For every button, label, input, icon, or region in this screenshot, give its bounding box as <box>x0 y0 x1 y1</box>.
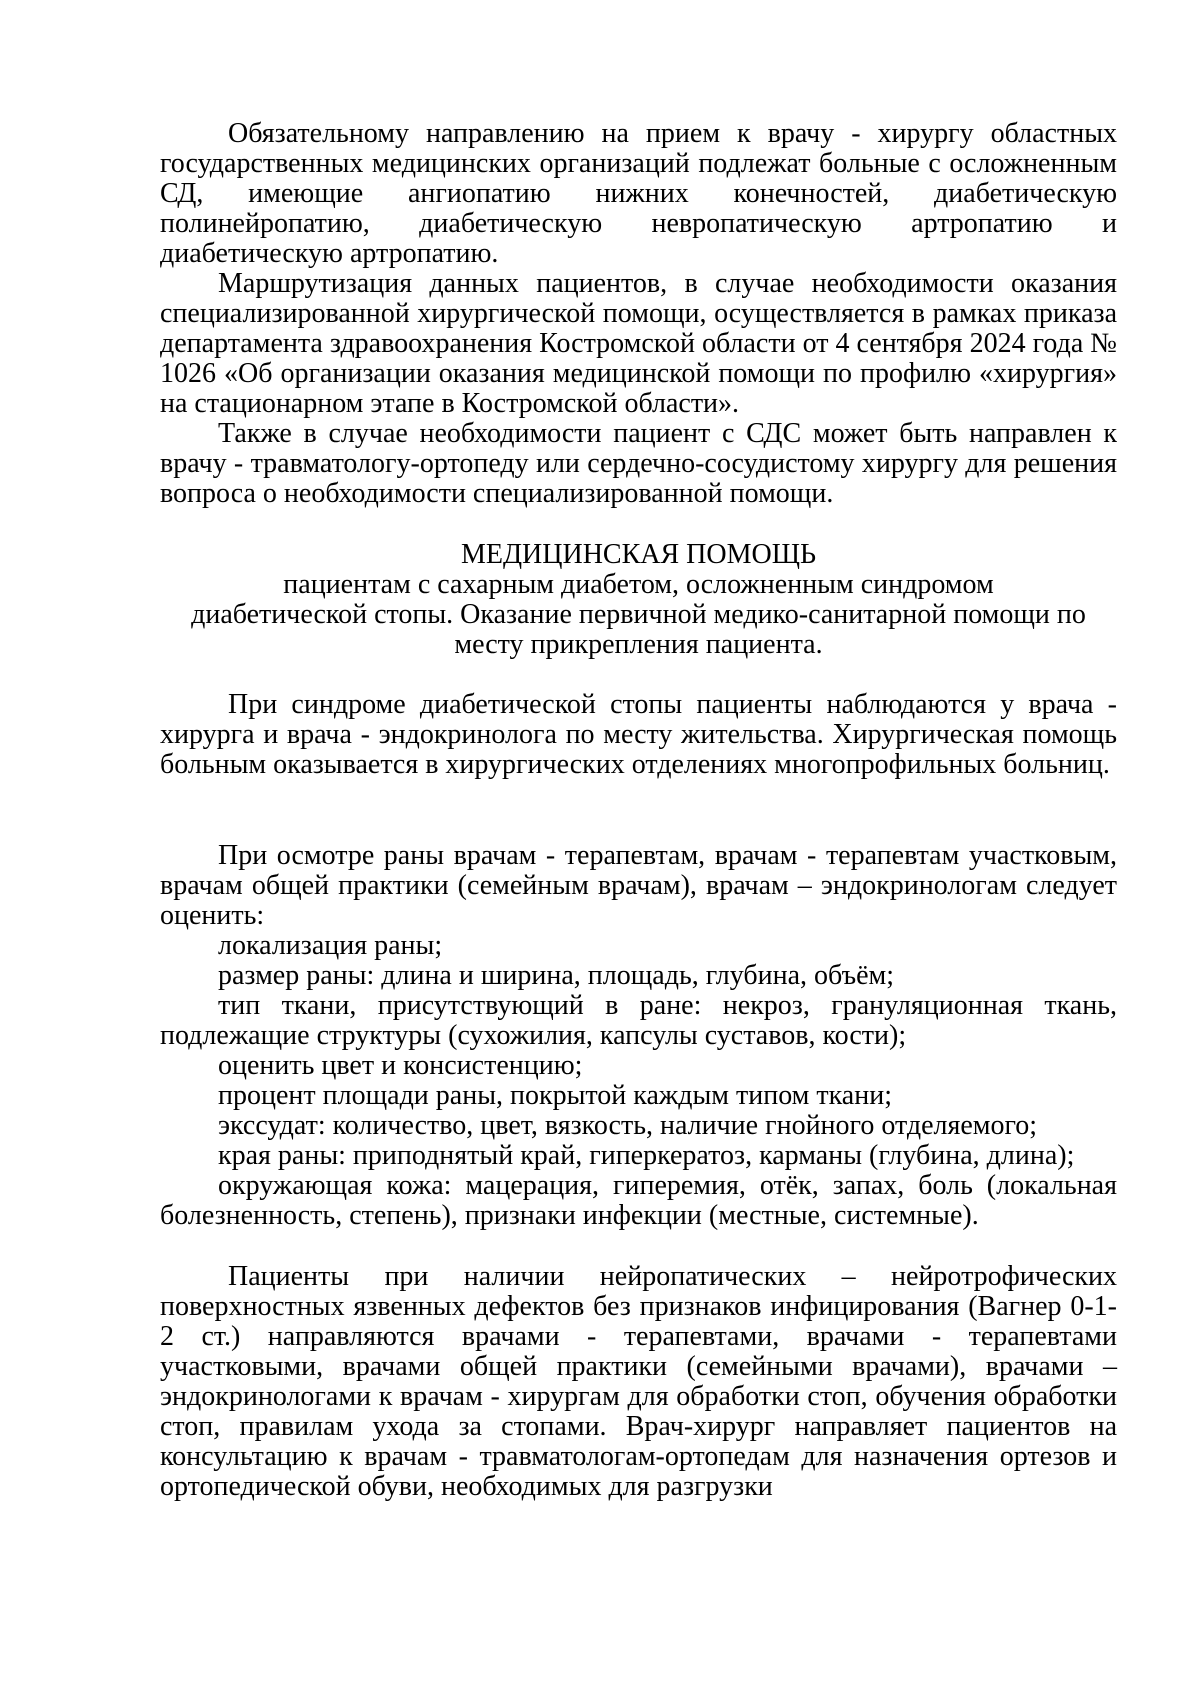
assessment-item-color: оценить цвет и консистенцию; <box>218 1050 583 1081</box>
observation-block <box>160 690 1117 780</box>
paragraph-routing: Маршрутизация данных пациентов, в случае необходимости оказания специализированной хирургической помощи, осуществляется в рамках приказа департамента здравоохранения Костромской области от 4 сентября 2024 года № 1026 «Об организации оказания медицинской помощи по профилю «хирургия» на стационарном этапе в Костромской области». <box>160 268 1117 419</box>
heading-subtitle-line-2: диабетической стопы. Оказание первичной медико-санитарной помощи по <box>191 599 1086 630</box>
assessment-item-size: размер раны: длина и ширина, площадь, глубина, объём; <box>218 960 895 991</box>
wound-assessment-block <box>160 841 1117 1231</box>
assessment-item-tissue-type: тип ткани, присутствующий в ране: некроз, грануляционная ткань, подлежащие структуры (сухожилия, капсулы суставов, кости); <box>160 990 1117 1051</box>
heading-title: МЕДИЦИНСКАЯ ПОМОЩЬ <box>460 539 817 570</box>
assessment-item-localization: локализация раны; <box>218 930 443 961</box>
assessment-item-exudate: экссудат: количество, цвет, вязкость, наличие гнойного отделяемого; <box>218 1110 1038 1141</box>
assessment-item-surrounding-skin: окружающая кожа: мацерация, гиперемия, отёк, запах, боль (локальная болезненность, степень), признаки инфекции (местные, системные). <box>160 1170 1117 1231</box>
paragraph-additional-referral: Также в случае необходимости пациент с СДС может быть направлен к врачу - травматологу-ортопеду или сердечно-сосудистому хирургу для решения вопроса о необходимости специализированной помощи. <box>160 418 1117 509</box>
assessment-item-wound-edges: края раны: приподнятый край, гиперкератоз, карманы (глубина, длина); <box>218 1140 1075 1171</box>
assessment-item-area-percent: процент площади раны, покрытой каждым типом ткани; <box>218 1080 892 1111</box>
heading-subtitle-line-3: месту прикрепления пациента. <box>454 629 823 660</box>
paragraph-observation: При синдроме диабетической стопы пациенты наблюдаются у врача - хирурга и врача - эндокринолога по месту жительства. Хирургическая помощь больным оказывается в хирургических отделениях многопрофильных больниц. <box>160 689 1117 780</box>
heading-subtitle-line-1: пациентам с сахарным диабетом, осложненным синдромом <box>283 569 994 600</box>
neuropathic-patients-block <box>160 1262 1117 1502</box>
paragraph-referral-requirement: Обязательному направлению на прием к врачу - хирургу областных государственных медицинских организаций подлежат больные с осложненным СД, имеющие ангиопатию нижних конечностей, диабетическую полинейропатию, диабетическую невропатическую артропатию и диабетическую артропатию. <box>160 118 1117 269</box>
section-heading <box>160 540 1117 660</box>
paragraph-neuropathic-patients: Пациенты при наличии нейропатических – нейротрофических поверхностных язвенных дефектов без признаков инфицирования (Вагнер 0-1-2 ст.) направляются врачами - терапевтами, врачами - терапевтами участковыми, врачами общей практики (семейными врачами), врачами – эндокринологами к врачам - хирургам для обработки стоп, обучения обработки стоп, правилам ухода за стопами. Врач-хирург направляет пациентов на консультацию к врачам - травматологам-ортопедам для назначения ортезов и ортопедической обуви, необходимых для разгрузки <box>160 1261 1117 1502</box>
intro-block <box>160 119 1117 509</box>
paragraph-wound-assessment: При осмотре раны врачам - терапевтам, врачам - терапевтам участковым, врачам общей практики (семейным врачам), врачам – эндокринологам следует оценить: <box>160 840 1117 931</box>
